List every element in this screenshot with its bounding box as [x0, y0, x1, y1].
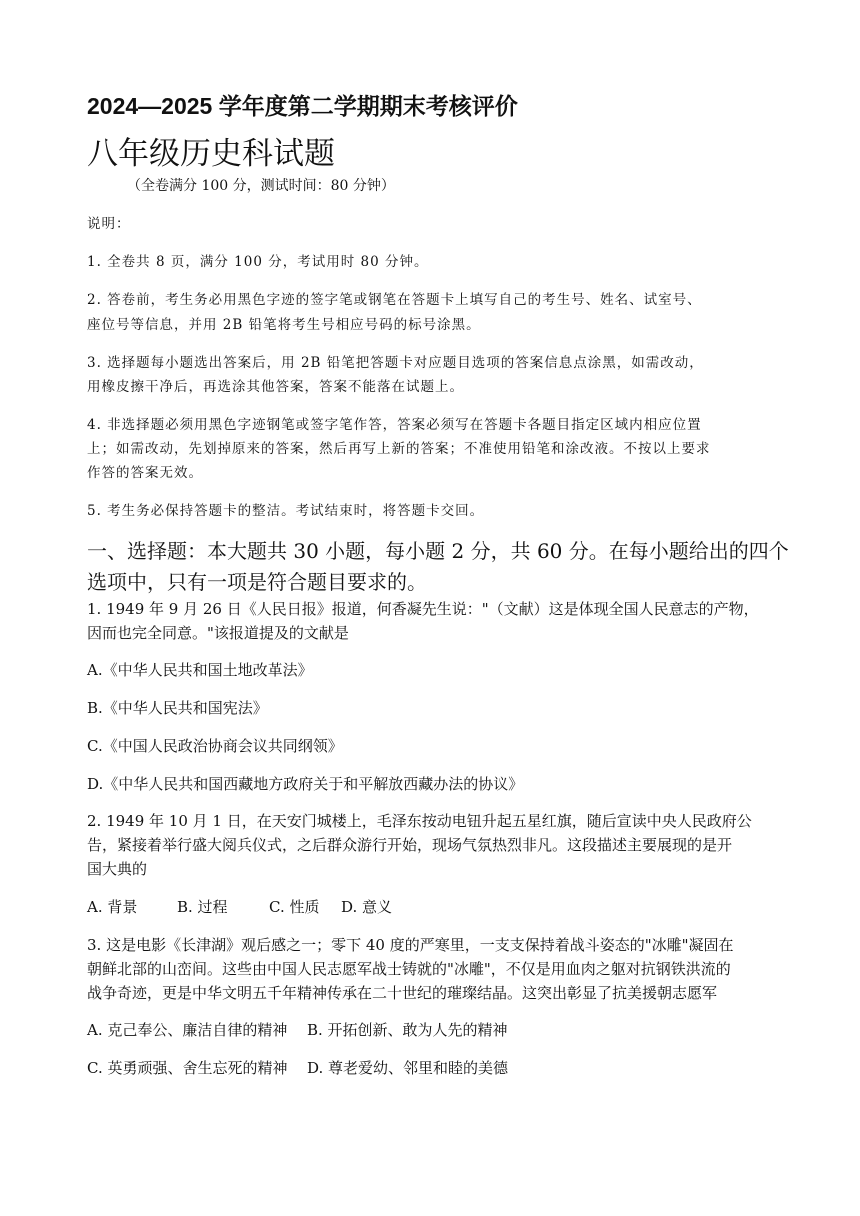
instruction-item: 上；如需改动，先划掉原来的答案，然后再写上新的答案；不准使用铅笔和涂改液。不按以上要求	[87, 441, 711, 457]
question-3-option-c: C. 英勇顽强、舍生忘死的精神	[87, 1059, 288, 1077]
question-2-stem: 2. 1949 年 10 月 1 日，在天安门城楼上，毛泽东按动电钮升起五星红旗，随后宣读中央人民政府公	[87, 812, 752, 830]
instruction-item: 作答的答案无效。	[87, 465, 203, 481]
instruction-item: 4. 非选择题必须用黑色字迹钢笔或签字笔作答，答案必须写在答题卡各题目指定区域内相应位置	[87, 417, 702, 433]
question-3-option-b: B. 开拓创新、敢为人先的精神	[307, 1021, 508, 1039]
exam-title-subject: 八年级历史科试题	[87, 136, 335, 172]
question-3-stem: 朝鲜北部的山峦间。这些由中国人民志愿军战士铸就的"冰雕"，不仅是用血肉之躯对抗钢铁洪流的	[87, 960, 731, 978]
instruction-item: 5. 考生务必保持答题卡的整洁。考试结束时，将答题卡交回。	[87, 503, 485, 519]
section-heading: 一、选择题：本大题共 30 小题，每小题 2 分，共 60 分。在每小题给出的四个	[87, 539, 789, 563]
instructions-heading: 说明：	[87, 216, 131, 232]
question-3-stem: 3. 这是电影《长津湖》观后感之一；零下 40 度的严寒里，一支支保持着战斗姿态的"冰雕"凝固在	[87, 936, 734, 954]
question-3-options-row2	[87, 1057, 508, 1078]
question-1-stem: 因而也完全同意。"该报道提及的文献是	[87, 624, 349, 642]
section-heading: 选项中，只有一项是符合题目要求的。	[87, 570, 427, 594]
instruction-item: 用橡皮擦干净后，再选涂其他答案，答案不能落在试题上。	[87, 379, 464, 395]
question-1-stem: 1. 1949 年 9 月 26 日《人民日报》报道，何香凝先生说："（文献）这是体现全国人民意志的产物，	[87, 600, 759, 618]
exam-subtitle: （全卷满分 100 分，测试时间：80 分钟）	[127, 178, 395, 194]
instruction-item: 座位号等信息，并用 2B 铅笔将考生号相应号码的标号涂黑。	[87, 317, 481, 333]
question-2-options	[87, 896, 392, 917]
question-2-stem: 告，紧接着举行盛大阅兵仪式，之后群众游行开始，现场气氛热烈非凡。这段描述主要展现的是开	[87, 836, 733, 854]
instruction-item: 1. 全卷共 8 页，满分 100 分，考试用时 80 分钟。	[87, 254, 429, 270]
instruction-item: 2. 答卷前，考生务必用黑色字迹的签字笔或钢笔在答题卡上填写自己的考生号、姓名、试室号、	[87, 292, 702, 308]
question-1-option-d: D.《中华人民共和国西藏地方政府关于和平解放西藏办法的协议》	[87, 775, 524, 793]
question-1-option-c: C.《中国人民政治协商会议共同纲领》	[87, 737, 343, 755]
question-3-options-row1	[87, 1019, 508, 1040]
question-3-stem: 战争奇迹，更是中华文明五千年精神传承在二十世纪的璀璨结晶。这突出彰显了抗美援朝志愿军	[87, 984, 718, 1002]
question-2-option-c: C. 性质	[269, 898, 320, 916]
instruction-item: 3. 选择题每小题选出答案后，用 2B 铅笔把答题卡对应题目选项的答案信息点涂黑，如需改动，	[87, 355, 704, 371]
question-3-option-d: D. 尊老爱幼、邻里和睦的美德	[307, 1059, 509, 1077]
question-1-option-a: A.《中华人民共和国土地改革法》	[87, 661, 313, 679]
question-1-option-b: B.《中华人民共和国宪法》	[87, 699, 268, 717]
question-3-option-a: A. 克己奉公、廉洁自律的精神	[87, 1021, 288, 1039]
question-2-option-a: A. 背景	[87, 898, 138, 916]
question-2-option-d: D. 意义	[341, 898, 393, 916]
question-2-option-b: B. 过程	[177, 898, 228, 916]
question-2-stem: 国大典的	[87, 860, 148, 878]
exam-title-term: 2024—2025 学年度第二学期期末考核评价	[87, 93, 518, 119]
